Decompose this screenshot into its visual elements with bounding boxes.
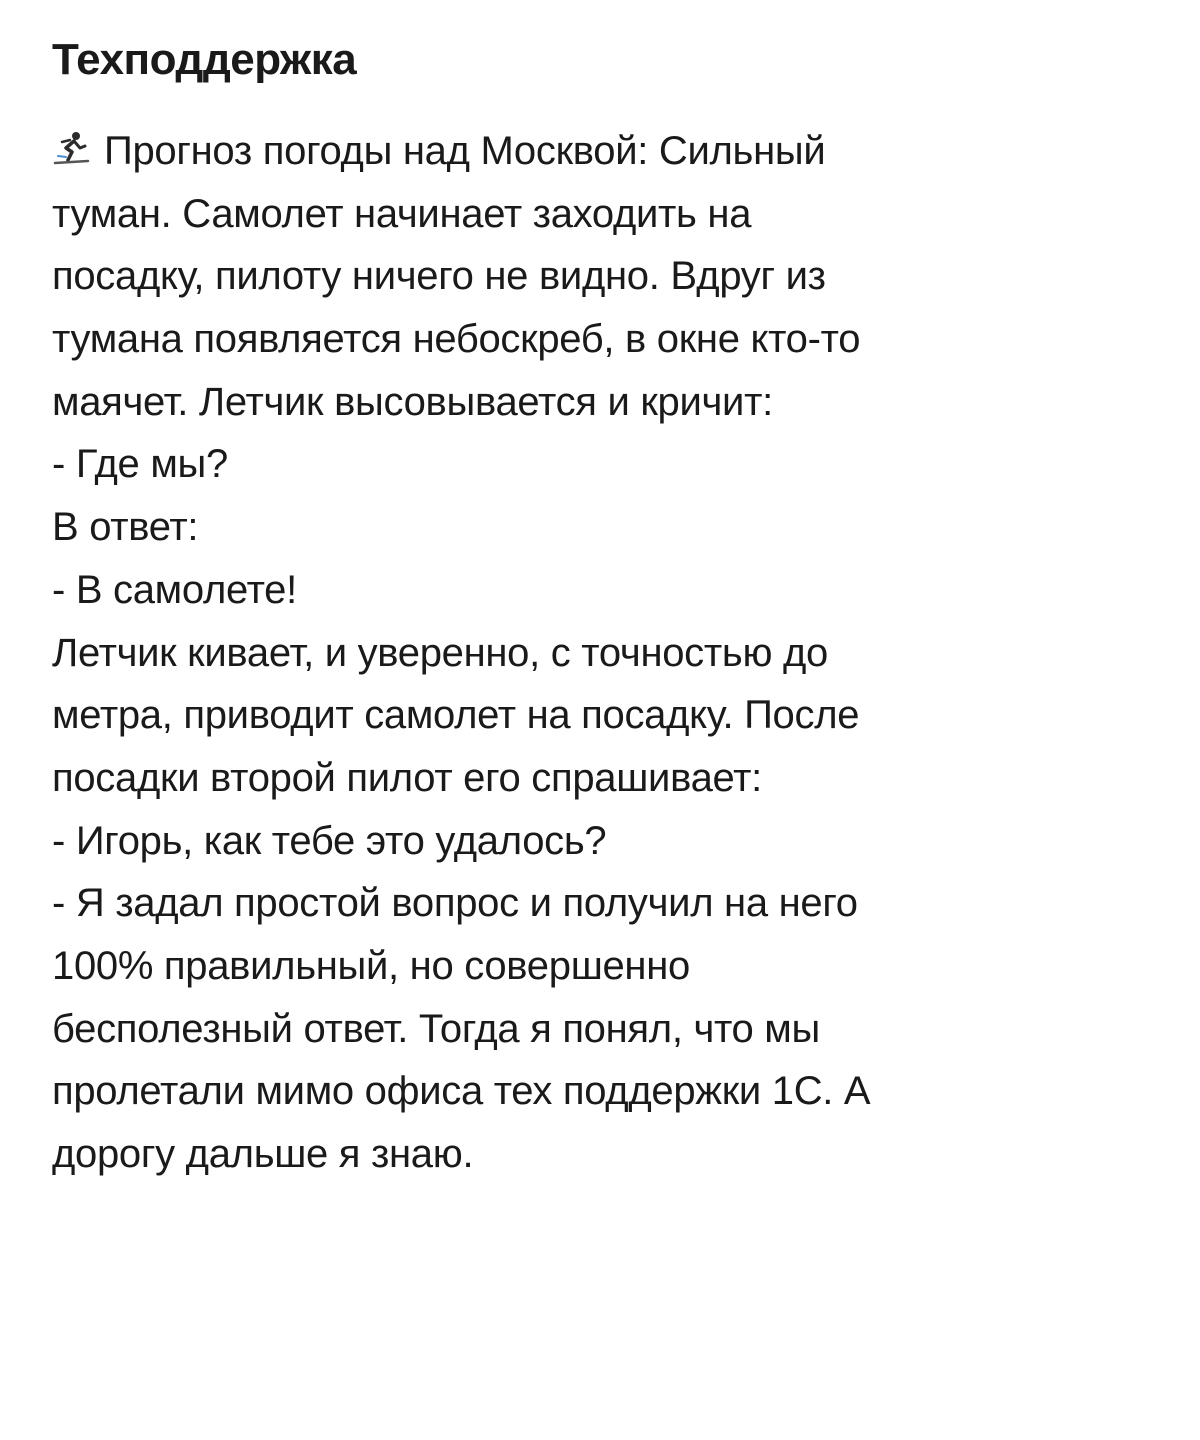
post-line: метра, приводит самолет на посадку. После: [52, 693, 860, 738]
post-line-text: Прогноз погоды над Москвой: Сильный: [104, 129, 826, 173]
post-line: дорогу дальше я знаю.: [52, 1132, 474, 1176]
post-line: тумана появляется небоскреб, в окне кто-то: [52, 317, 861, 362]
post-line: - Я задал простой вопрос и получил на него: [52, 881, 858, 926]
post: [52, 30, 1162, 1186]
post-body: [52, 120, 1162, 1186]
post-line: - Игорь, как тебе это удалось?: [52, 818, 607, 863]
post-line: пролетали мимо офиса тех поддержки 1С. А: [52, 1069, 871, 1114]
post-line: посадки второй пилот его спрашивает:: [52, 755, 762, 800]
post-line: 100% правильный, но совершенно: [52, 943, 690, 988]
skier-icon: [52, 124, 92, 164]
post-title: Техподдержка: [52, 35, 357, 84]
post-line: В ответ:: [52, 505, 199, 550]
post-line: - В самолете!: [52, 567, 297, 612]
post-line: маячет. Летчик высовывается и кричит:: [52, 379, 773, 424]
post-line: бесполезный ответ. Тогда я понял, что мы: [52, 1006, 820, 1051]
post-line: [52, 120, 1162, 183]
post-line: туман. Самолет начинает заходить на: [52, 191, 752, 236]
post-line: - Где мы?: [52, 442, 228, 487]
post-line: посадку, пилоту ничего не видно. Вдруг из: [52, 254, 826, 299]
post-line: Летчик кивает, и уверенно, с точностью до: [52, 630, 828, 675]
